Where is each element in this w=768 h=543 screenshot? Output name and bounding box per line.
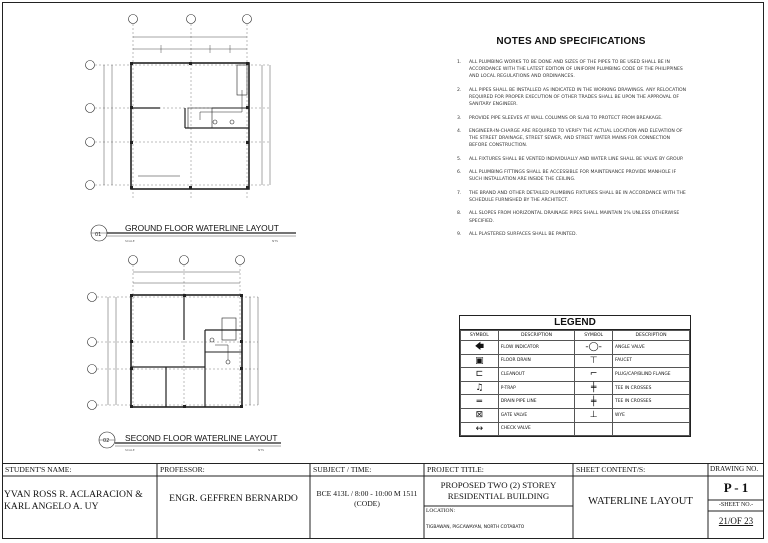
legend-row [461,381,690,395]
drawing-number: P - 1 [723,480,749,495]
project-title-header: PROJECT TITLE: [427,465,484,474]
student-name: YVAN ROSS R. ACLARACION & KARL ANGELO A. UY [4,489,143,512]
professor-name: ENGR. GEFFREN BERNARDO [169,493,298,504]
legend [459,315,691,437]
note-text: ENGINEER-IN-CHARGE ARE REQUIRED TO VERIFY THE ACTUAL LOCATION AND ELEVATION OF THE STREET DRAINAGE, STREET SEWER, AND STREET WATER MAINS FOR CONNECTION BEFORE CONSTRUCTION. [469,128,683,149]
student-name-header: STUDENT'S NAME: [5,465,72,474]
legend-symbol [575,422,613,436]
notes-section [455,36,687,244]
legend-symbol: ↔ [461,422,499,436]
legend-description: DRAIN PIPE LINE [498,395,574,409]
legend-symbol: ╪ [575,395,613,409]
note-number: 4. [457,128,462,134]
second-plan-scale: SCALE [125,448,135,452]
legend-description: TEE IN CROSSES [613,395,690,409]
legend-symbol: ═ [461,395,499,409]
sheet-no-header: -SHEET NO.- [718,502,754,508]
subject-time: BCE 413L / 8:00 - 10:00 M 1511 (CODE) [316,489,418,508]
note-text: ALL FIXTURES SHALL BE VENTED INDIVIDUALLY AND WATER LINE SHALL BE VALVE BY GROUP. [469,156,684,162]
legend-symbol: ╪ [575,381,613,395]
subject-header: SUBJECT / TIME: [313,465,372,474]
note-item [455,210,687,224]
note-number: 3. [457,115,462,121]
note-number: 5. [457,156,462,162]
legend-row [461,368,690,382]
note-item [455,231,687,238]
note-text: PROVIDE PIPE SLEEVES AT WALL COLUMNS OR SLAB TO PROTECT FROM BREAKAGE. [469,115,663,121]
note-number: 2. [457,87,462,93]
legend-row [461,422,690,436]
second-floor-plan [88,256,282,449]
legend-row [461,408,690,422]
sheet-content: WATERLINE LAYOUT [588,496,693,507]
legend-symbol: 🡄 [461,341,499,355]
legend-symbol: ⌐ [575,368,613,382]
legend-symbol: ⊠ [461,408,499,422]
legend-symbol: ⊤ [575,354,613,368]
note-item [455,190,687,204]
second-plan-nts: NTS [258,448,264,452]
legend-table [460,330,690,436]
note-item [455,115,687,122]
legend-description: FLOW INDICATOR [498,341,574,355]
location: TIGBAWAN, PIGCAWAYAN, NORTH COTABATO [426,525,525,530]
legend-header: DESCRIPTION [613,331,690,341]
legend-row [461,354,690,368]
ground-plan-scale: SCALE [125,239,135,243]
note-text: ALL SLOPES FROM HORIZONTAL DRAINAGE PIPES SHALL MAINTAIN 1% UNLESS OTHERWISE SPECIFIED. [469,211,680,224]
legend-symbol: ⊏ [461,368,499,382]
sheet-content-header: SHEET CONTENT/S: [576,465,646,474]
drawing-no-header: DRAWING NO. [710,465,759,473]
note-text: ALL PLUMBING FITTINGS SHALL BE ACCESSIBLE FOR MAINTENANCE PROVIDE MANHOLE IF SUCH INSTALLATION ARE INSIDE THE CEILING. [469,170,677,183]
second-plan-title: SECOND FLOOR WATERLINE LAYOUT [125,433,278,443]
legend-description: GATE VALVE [498,408,574,422]
note-item [455,59,687,81]
notes-list [455,59,687,238]
sheet-number: 21/OF 23 [718,516,754,526]
legend-title: LEGEND [460,316,690,330]
professor-header: PROFESSOR: [160,465,205,474]
legend-description: FAUCET [613,354,690,368]
note-number: 6. [457,170,462,176]
note-number: 7. [457,190,462,196]
ground-floor-plan [86,15,297,242]
legend-description: CLEANOUT [498,368,574,382]
note-text: THE BRAND AND OTHER DETAILED PLUMBING FIXTURES SHALL BE IN ACCORDANCE WITH THE SCHEDULE FURNISHED BY THE ARCHITECT. [469,190,686,203]
note-number: 1. [457,60,462,65]
note-number: 9. [457,231,462,237]
note-text: ALL PLUMBING WORKS TO BE DONE AND SIZES OF THE PIPES TO BE USED SHALL BE IN ACCORDANCE WITH THE LATEST EDITION OF UNIFORM PLUMBING CODE OF THE PHILIPPINES AND LOCAL REGULATIONS AND ORDINANCES. [469,60,683,80]
ground-plan-title: GROUND FLOOR WATERLINE LAYOUT [125,223,279,233]
legend-description: PLUG/CAP/BLIND FLANGE [613,368,690,382]
legend-header: SYMBOL [461,331,499,341]
legend-row [461,341,690,355]
ground-plan-number: 01 [95,232,102,238]
note-number: 8. [457,211,462,217]
note-text: ALL PIPES SHALL BE INSTALLED AS INDICATED IN THE WORKING DRAWINGS. ANY RELOCATION REQUIRED FOR PROPER EXECUTION OF OTHER TRADES SHALL BE UPON THE APPROVAL OF SANITARY ENGINEER. [469,87,687,108]
legend-description: CHECK VALVE [498,422,574,436]
note-item [455,169,687,183]
legend-symbol: -◯- [575,341,613,355]
legend-description: TEE IN CROSSES [613,381,690,395]
note-item [455,128,687,150]
legend-header: DESCRIPTION [498,331,574,341]
title-block [2,463,764,539]
legend-symbol: ♫ [461,381,499,395]
legend-symbol: ▣ [461,354,499,368]
second-plan-number: 02 [103,438,110,444]
notes-title: NOTES AND SPECIFICATIONS [496,36,646,47]
legend-description: P-TRAP [498,381,574,395]
legend-header: SYMBOL [575,331,613,341]
project-title: PROPOSED TWO (2) STOREY RESIDENTIAL BUILDING [440,480,557,501]
note-item [455,87,687,109]
legend-description [613,422,690,436]
location-header: LOCATION: [426,508,456,514]
note-item [455,156,687,163]
note-text: ALL PLASTERED SURFACES SHALL BE PAINTED. [469,231,577,237]
legend-description: ANGLE VALVE [613,341,690,355]
legend-symbol: ⊥ [575,408,613,422]
legend-row [461,395,690,409]
legend-description: FLOOR DRAIN [498,354,574,368]
ground-plan-nts: NTS [272,239,278,243]
legend-description: WYE [613,408,690,422]
